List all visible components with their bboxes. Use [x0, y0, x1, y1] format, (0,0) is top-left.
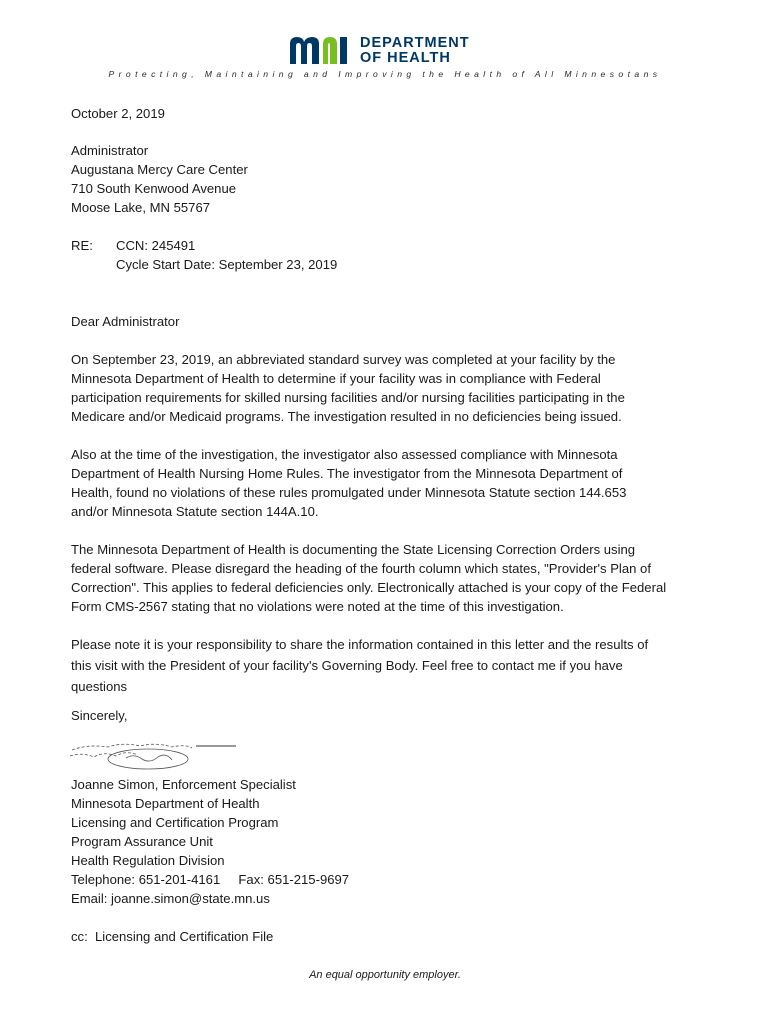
handwritten-signature	[68, 738, 243, 774]
re-lines	[116, 236, 337, 274]
paragraph-line: participation requirements for skilled nursing facilities and/or nursing facilities participating in the	[71, 390, 625, 405]
paragraph-line: federal software. Please disregard the heading of the fourth column which states, "Provider's Plan of	[71, 561, 651, 576]
signature-line: Minnesota Department of Health	[71, 796, 260, 811]
letter-date: October 2, 2019	[71, 106, 165, 121]
paragraph-line: Health, found no violations of these rules promulgated under Minnesota Statute section 144.653	[71, 485, 627, 500]
address-line: Moose Lake, MN 55767	[71, 200, 211, 215]
salutation: Dear Administrator	[71, 314, 180, 329]
signature-line: Joanne Simon, Enforcement Specialist	[71, 777, 296, 792]
paragraph-line: this visit with the President of your facility's Governing Body. Feel free to contact me if you have	[71, 658, 623, 673]
recipient-address	[71, 141, 711, 217]
paragraph-line: The Minnesota Department of Health is documenting the State Licensing Correction Orders using	[71, 542, 636, 557]
cc-line: cc: Licensing and Certification File	[71, 929, 274, 944]
paragraph-line: Medicare and/or Medicaid programs. The investigation resulted in no deficiencies being issued.	[71, 409, 622, 424]
contact-phone-fax: Telephone: 651-201-4161 Fax: 651-215-9697	[71, 872, 350, 887]
paragraph-line: On September 23, 2019, an abbreviated standard survey was completed at your facility by the	[71, 352, 616, 367]
re-label: RE:	[71, 238, 93, 253]
paragraph-1	[71, 350, 711, 426]
paragraph-2	[71, 445, 711, 521]
closing: Sincerely,	[71, 708, 128, 723]
re-line: Cycle Start Date: September 23, 2019	[116, 257, 338, 272]
paragraph-3	[71, 540, 711, 616]
signature-line: Health Regulation Division	[71, 853, 225, 868]
address-line: 710 South Kenwood Avenue	[71, 181, 237, 196]
tagline: Protecting, Maintaining and Improving the Health of All Minnesotans	[108, 69, 662, 79]
contact-email: Email: joanne.simon@state.mn.us	[71, 891, 270, 906]
signature-line: Program Assurance Unit	[71, 834, 213, 849]
paragraph-line: Minnesota Department of Health to determine if your facility was in compliance with Federal	[71, 371, 601, 386]
footer-note: An equal opportunity employer.	[309, 969, 461, 981]
signature-block	[71, 775, 711, 908]
logo-line-1: DEPARTMENT	[360, 35, 470, 51]
paragraph-line: Please note it is your responsibility to share the information contained in this letter and the results of	[71, 637, 649, 652]
paragraph-line: and/or Minnesota Statute section 144A.10.	[71, 504, 319, 519]
signature-line: Licensing and Certification Program	[71, 815, 279, 830]
address-line: Augustana Mercy Care Center	[71, 162, 248, 177]
logo-line-2: OF HEALTH	[360, 50, 451, 66]
paragraph-line: Correction". This applies to federal deficiencies only. Electronically attached is your copy of the Federal	[71, 580, 667, 595]
letterhead	[0, 0, 770, 90]
mn-logo-icon	[288, 34, 356, 66]
logo-wordmark	[360, 36, 470, 66]
paragraph-line: Also at the time of the investigation, the investigator also assessed compliance with Minnesota	[71, 447, 618, 462]
re-line: CCN: 245491	[116, 238, 196, 253]
paragraph-line: questions	[71, 679, 128, 694]
paragraph-line: Form CMS-2567 stating that no violations were noted at the time of this investigation.	[71, 599, 564, 614]
address-line: Administrator	[71, 143, 149, 158]
paragraph-line: Department of Health Nursing Home Rules. The investigator from the Minnesota Department of	[71, 466, 623, 481]
paragraph-4	[71, 634, 711, 697]
